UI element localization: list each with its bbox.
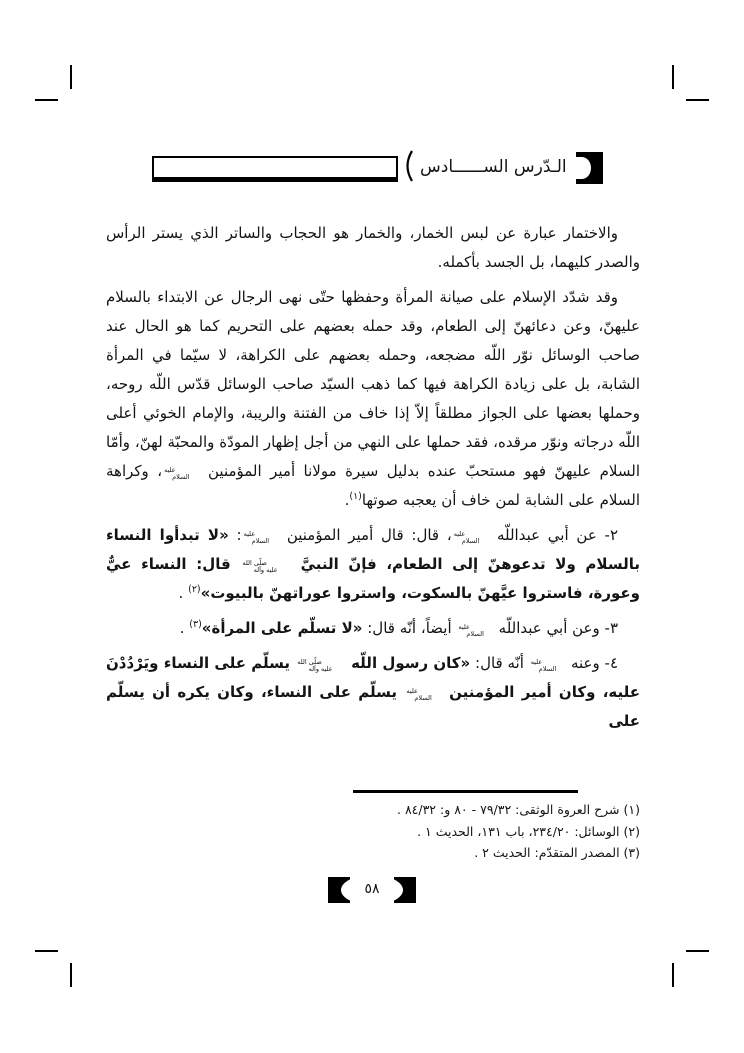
crop-mark (672, 963, 674, 987)
honorific-symbol-icon: عليه السلام (406, 687, 432, 702)
crop-mark (672, 65, 674, 89)
paragraph: ٣- وعن أبي عبداللّه عليه السلام أيضاً، أنّه قال: «لا تسلّم على المرأة»$^{(٣)}$ . (179, 619, 618, 638)
crop-mark (35, 99, 58, 101)
footnote: (٣) المصدر المتقدّم: الحديث ٢ . (474, 845, 640, 860)
paragraph: ٢- عن أبي عبداللّه عليه السلام، قال: قال أمير المؤمنين عليه السلام: «لا تبدأوا النساء بالسلام ولا تدعوهنّ إلى الطعام، فإنّ النبيَّ صلّى الله عليه وآله قال: النساء عيٌّ وعورة، فاستروا عيَّهنّ بالسكوت، واستروا عوراتهنّ بالبيوت»$^{(٢)}$ . (106, 526, 640, 602)
footnotes-section (295, 790, 640, 864)
header-rule-box (152, 156, 398, 182)
paragraph: ٤- وعنه عليه السلام أنّه قال: «كان رسول اللّه صلّى الله عليه وآله يسلّم على النساء ويَرْدُدْنَ عليه، وكان أمير المؤمنين عليه السلام يسلّم على النساء، وكان يكره أن يسلّم على (106, 654, 640, 730)
crop-mark (35, 950, 58, 952)
page-body-text (106, 219, 640, 742)
bracket-ornament-icon (576, 152, 603, 184)
footnote: (١) شرح العروة الوثقى: ٧٩/٣٢ - ٨٠ و: ٨٤/٣٢ . (396, 802, 640, 817)
honorific-symbol-icon: عليه السلام (243, 530, 270, 545)
paragraph: وقد شدّد الإسلام على صيانة المرأة وحفظها حتّى نهى الرجال عن الابتداء بالسلام عليهنّ، وعن دعائهنّ إلى الطعام، وقد حمله بعضهم على التحريم كما هو الحال عند صاحب الوسائل نوّر اللّه مضجعه، وحمله بعضهم على الكراهة، لا سيّما في المرأة الشابة، بل على زيادة الكراهة فيها كما ذهب السيّد صاحب الوسائل قدّس اللّه روحه، وحملها بعضها على الجواز مطلقاً إلاّ إذا خاف من الفتنة والريبة، والإمام الخوئي أعلى اللّه درجاته ونوّر مرقده، فقد حملها على النهي من أجل إظهار المودّة والمحبّة لهنّ، وأمّا السلام عليهنّ فهو مستحبّ عنده بدليل سيرة مولانا أمير المؤمنين عليه السلام، وكراهة السلام على الشابة لمن خاف أن يعجبه صوتها$^{(١)}$. (106, 288, 641, 509)
chapter-title: الـدّرس الســــــادس (420, 157, 567, 177)
paren-ornament-icon (400, 149, 416, 187)
crop-mark (686, 950, 709, 952)
honorific-symbol-icon: صلّى الله عليه وآله (242, 559, 278, 574)
honorific-symbol-icon: عليه السلام (458, 623, 484, 638)
footnote-separator (353, 790, 578, 793)
honorific-symbol-icon: صلّى الله عليه وآله (297, 658, 333, 673)
honorific-symbol-icon: عليه السلام (530, 658, 557, 673)
crop-mark (70, 65, 72, 89)
paragraph: والاختمار عبارة عن لبس الخمار، والخمار هو الحجاب والساتر الذي يستر الرأس والصدر كليهما، بل الجسد بأكمله. (106, 224, 640, 271)
page-number-ornament (328, 875, 416, 905)
page-number: ٥٨ (341, 875, 403, 905)
honorific-symbol-icon: عليه السلام (164, 466, 190, 481)
chapter-header (152, 150, 603, 186)
crop-mark (686, 99, 709, 101)
honorific-symbol-icon: عليه السلام (453, 530, 480, 545)
crop-mark (70, 963, 72, 987)
footnote: (٢) الوسائل: ٢٣٤/٢٠، باب ١٣١، الحديث ١ . (417, 823, 640, 839)
